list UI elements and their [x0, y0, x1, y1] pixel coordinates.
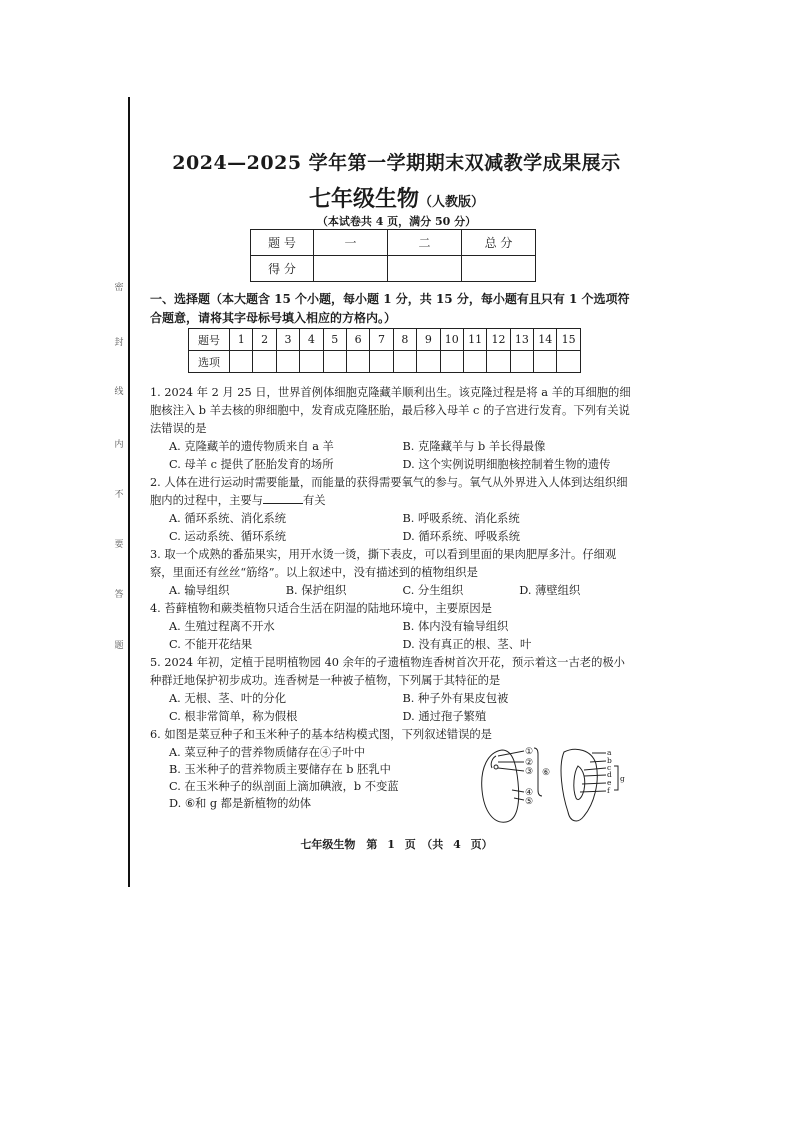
diagram-label: ①	[525, 747, 534, 757]
embryo-bracket	[534, 748, 542, 796]
answer-cell[interactable]	[557, 351, 580, 373]
question-number: 10	[440, 329, 463, 351]
margin-char: 密	[114, 283, 124, 293]
margin-char: 要	[114, 540, 124, 550]
label-pointer	[584, 768, 606, 770]
answer-cell[interactable]	[463, 351, 486, 373]
answer-cell[interactable]	[346, 351, 369, 373]
label-pointer	[498, 768, 524, 771]
diagram-label: d	[607, 770, 612, 779]
answer-table-choice-row	[189, 351, 581, 373]
question-stem-part: 有关	[302, 494, 326, 507]
diagram-label: ⑤	[525, 797, 534, 807]
label-pointer	[584, 775, 606, 776]
diagram-label: ③	[525, 767, 534, 777]
question-stem: 4. 苔藓植物和蕨类植物只适合生活在阴湿的陆地环境中，主要原因是	[150, 602, 492, 615]
label-pointer	[582, 783, 606, 784]
option-group	[150, 690, 636, 726]
score-cell: 一	[314, 230, 388, 256]
option-c: C. 根非常简单，称为假根	[169, 710, 298, 723]
option-b: B. 保护组织	[285, 584, 347, 597]
margin-char: 题	[114, 641, 124, 651]
score-cell: 总 分	[462, 230, 536, 256]
option-group	[150, 618, 636, 654]
answer-cell[interactable]	[276, 351, 299, 373]
diagram-label: ⑥	[542, 768, 551, 778]
bean-seed-outline	[482, 750, 519, 822]
option-b: B. 玉米种子的营养物质主要储存在 b 胚乳中	[169, 763, 391, 776]
option-a: A. 菜豆种子的营养物质储存在④子叶中	[169, 746, 366, 759]
option-group	[150, 582, 636, 600]
question-number: 11	[463, 329, 486, 351]
option-b: B. 呼吸系统、消化系统	[402, 512, 520, 525]
answer-cell[interactable]	[370, 351, 393, 373]
exam-title: 2024—2025 学年第一学期期末双减教学成果展示	[172, 152, 621, 174]
option-b: B. 克隆藏羊与 b 羊长得最像	[402, 440, 546, 453]
question-stem	[150, 474, 636, 510]
question-number: 9	[417, 329, 440, 351]
option-d: D. ⑥和 g 都是新植物的幼体	[169, 797, 312, 810]
answer-cell[interactable]	[323, 351, 346, 373]
label-pointer	[512, 790, 524, 792]
bean-embryo-part	[491, 756, 496, 768]
answer-cell[interactable]	[230, 351, 253, 373]
corn-seed-outline	[561, 749, 597, 821]
question-number: 15	[557, 329, 580, 351]
margin-char: 封	[114, 338, 124, 348]
question-stem-part: 2. 人体在进行运动时需要能量，而能量的获得需要氧气的参与。氧气从外界进入人体到达组织细胞内的过程中，主要与	[150, 476, 628, 507]
answer-cell[interactable]	[487, 351, 510, 373]
option-d: D. 没有真正的根、茎、叶	[402, 638, 532, 651]
score-cell: 题 号	[251, 230, 314, 256]
score-table-row	[251, 230, 536, 256]
answer-cell[interactable]	[253, 351, 276, 373]
question-3	[150, 546, 636, 600]
answer-cell[interactable]	[417, 351, 440, 373]
diagram-label: ②	[525, 758, 534, 768]
option-d: D. 薄壁组织	[519, 584, 581, 597]
margin-char: 不	[114, 490, 124, 500]
question-number: 8	[393, 329, 416, 351]
answer-table-number-row	[189, 329, 581, 351]
option-d: D. 这个实例说明细胞核控制着生物的遗传	[402, 458, 611, 471]
score-cell: 二	[388, 230, 462, 256]
score-cell: 得 分	[251, 256, 314, 282]
option-b: B. 体内没有输导组织	[402, 620, 509, 633]
margin-char: 内	[114, 440, 124, 450]
option-a: A. 生殖过程离不开水	[169, 620, 275, 633]
option-c: C. 不能开花结果	[169, 638, 253, 651]
option-group	[150, 510, 636, 546]
exam-note: （本试卷共 4 页，满分 50 分）	[316, 215, 477, 228]
answer-cell[interactable]	[534, 351, 557, 373]
answer-cell[interactable]	[510, 351, 533, 373]
question-number: 14	[534, 329, 557, 351]
question-number: 4	[300, 329, 323, 351]
question-stem: 1. 2024 年 2 月 25 日，世界首例体细胞克隆藏羊顺利出生。该克隆过程是将 a 羊的耳细胞的细胞核注入 b 羊去核的卵细胞中，发育成克隆胚胎，最后移入母羊 c 的子宫进行发育。下列有关说法错误的是	[150, 386, 631, 435]
question-number: 5	[323, 329, 346, 351]
option-b: B. 种子外有果皮包被	[402, 692, 509, 705]
margin-char: 答	[114, 590, 124, 600]
score-cell[interactable]	[462, 256, 536, 282]
diagram-label: ④	[525, 788, 534, 798]
embryo-bracket	[614, 766, 618, 790]
seed-structure-diagram	[468, 742, 628, 828]
option-d: D. 通过孢子繁殖	[402, 710, 487, 723]
option-a: A. 克隆藏羊的遗传物质来自 a 羊	[169, 440, 334, 453]
option-group	[150, 438, 636, 474]
question-number: 3	[276, 329, 299, 351]
question-number: 13	[510, 329, 533, 351]
diagram-label: f	[607, 786, 610, 795]
score-cell[interactable]	[314, 256, 388, 282]
diagram-label: e	[607, 778, 612, 787]
question-number: 7	[370, 329, 393, 351]
subject-label: 七年级生物	[308, 186, 419, 212]
margin-char: 线	[114, 387, 124, 397]
answer-table	[188, 328, 581, 373]
question-stem: 3. 取一个成熟的番茄果实，用开水烫一烫，撕下表皮，可以看到里面的果肉肥厚多汁。仔细观察，里面还有丝丝“筋络”。以上叙述中，没有描述到的植物组织是	[150, 548, 617, 579]
page-footer: 七年级生物 第 1 页 （共 4 页）	[300, 838, 493, 851]
question-number: 2	[253, 329, 276, 351]
question-stem: 5. 2024 年初，定植于昆明植物园 40 余年的孑遗植物连香树首次开花，预示着这一古老的极小种群迁地保护初步成功。连香树是一种被子植物，下列属于其特征的是	[150, 656, 625, 687]
exam-subtitle	[0, 182, 793, 213]
option-c: C. 分生组织	[402, 584, 464, 597]
edition-label: （人教版）	[419, 195, 485, 210]
option-c: C. 运动系统、循环系统	[169, 530, 287, 543]
answer-cell[interactable]	[300, 351, 323, 373]
question-number: 6	[346, 329, 369, 351]
question-number: 1	[230, 329, 253, 351]
question-stem: 6. 如图是菜豆种子和玉米种子的基本结构模式图，下列叙述错误的是	[150, 728, 492, 741]
option-a: A. 循环系统、消化系统	[169, 512, 287, 525]
diagram-label: a	[607, 748, 612, 757]
option-c: C. 在玉米种子的纵剖面上滴加碘液，b 不变蓝	[169, 780, 399, 793]
section-heading: 一、选择题（本大题含 15 个小题，每小题 1 分，共 15 分，每小题有且只有 1 个选项符合题意，请将其字母标号填入相应的方格内。）	[150, 292, 630, 325]
diagram-label: c	[607, 763, 612, 772]
score-cell[interactable]	[388, 256, 462, 282]
question-5	[150, 654, 636, 726]
option-a: A. 无根、茎、叶的分化	[169, 692, 287, 705]
option-a: A. 输导组织	[169, 584, 230, 597]
answer-row-label: 题号	[189, 329, 230, 351]
question-4	[150, 600, 636, 654]
option-d: D. 循环系统、呼吸系统	[402, 530, 521, 543]
answer-cell[interactable]	[440, 351, 463, 373]
question-1	[150, 384, 636, 474]
option-c: C. 母羊 c 提供了胚胎发育的场所	[169, 458, 334, 471]
corn-embryo	[574, 766, 585, 800]
answer-row-label: 选项	[189, 351, 230, 373]
bean-embryo-part	[494, 765, 498, 769]
score-table-row	[251, 256, 536, 282]
diagram-label: g	[620, 774, 625, 783]
answer-cell[interactable]	[393, 351, 416, 373]
answer-blank[interactable]	[263, 493, 303, 504]
question-2	[150, 474, 636, 546]
score-table	[250, 229, 536, 282]
label-pointer	[590, 761, 606, 762]
question-number: 12	[487, 329, 510, 351]
diagram-label: b	[607, 756, 612, 765]
